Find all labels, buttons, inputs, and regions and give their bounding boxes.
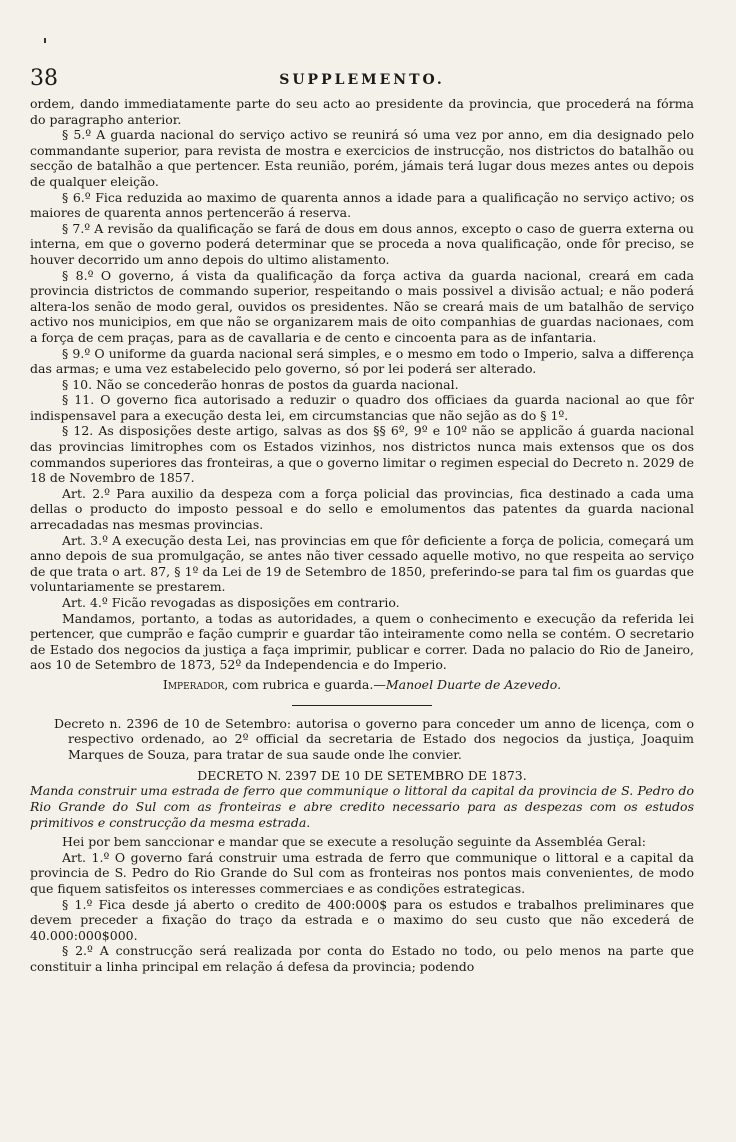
- paragraph: Hei por bem sanccionar e mandar que se execute a resolução seguinte da Assembléa Geral:: [62, 834, 646, 850]
- decree-note: [30, 716, 694, 763]
- paragraph: § 5.º A guarda nacional do serviço activo se reunirá só uma vez por anno, em dia designado pelo commandante superior, para revista de mostra e exercicios de instrucção, nos districtos do batalhão ou secção de batalhão a que pertencer. Esta reunião, porém, jámais terá lugar dous mezes antes ou depois de qualquer eleição.: [30, 127, 694, 189]
- signature-rest: , com rubrica e guarda.—: [224, 676, 386, 692]
- paragraph: § 8.º O governo, á vista da qualificação da força activa da guarda nacional, creará em cada provincia districtos de commando superior, respeitando o mais possivel a divisão actual; e não poderá altera-los senão de modo geral, ouvidos os presidentes. Não se creará mais de um batalhão de serviço activo nos municipios, em que não se organizarem mais de oito companhias de guardas nacionaes, com a força de cem praças, para as de cavallaria e de cento e cincoenta para as de infantaria.: [30, 267, 694, 345]
- paragraph: § 9.º O uniforme da guarda nacional será simples, e o mesmo em todo o Imperio, salva a differença das armas; e uma vez estabelecido pelo governo, só por lei poderá ser alterado.: [30, 345, 694, 377]
- paragraph: Mandamos, portanto, a todas as autoridades, a quem o conhecimento e execução da referida lei pertencer, que cumprão e fação cumprir e guardar tão inteiramente como nella se contém. O secretario de Estado dos negocios da justiça a faça imprimir, publicar e correr. Dada no palacio do Rio de Janeiro, aos 10 de Setembro de 1873, 52º da Independencia e do Imperio.: [30, 610, 694, 673]
- section-divider: [292, 705, 432, 706]
- decree-summary: Manda construir uma estrada de ferro que communique o littoral da capital da provincia de S. Pedro do Rio Grande do Sul com as fronteiras e abre credito necessario para as despezas com os estudos primitivos e construcção da mesma estrada.: [30, 783, 694, 830]
- paragraph: Art. 3.º A execução desta Lei, nas provincias em que fôr deficiente a força de policia, começará um anno depois de sua promulgação, se antes não tiver cessado aquelle motivo, no que respeita ao serviço de que trata o art. 87, § 1º da Lei de 19 de Setembro de 1850, preferindo-se para tal fim os guardas que voluntariamente se prestarem.: [30, 532, 694, 595]
- print-speck: [44, 38, 46, 43]
- paragraph: § 7.º A revisão da qualificação se fará de dous em dous annos, excepto o caso de guerra externa ou interna, em que o governo poderá determinar que se proceda a nova qualificação, onde fôr preciso, se houver decorrido um anno depois do ultimo alistamento.: [30, 220, 694, 267]
- decree-title: DECRETO N. 2397 DE 10 DE SETEMBRO DE 1873.: [197, 768, 527, 784]
- running-title: SUPPLEMENTO.: [279, 72, 445, 88]
- paragraph: Art. 1.º O governo fará construir uma estrada de ferro que communique o littoral e a capital da provincia de S. Pedro do Rio Grande do Sul com as fronteiras nos pontos mais convenientes, de modo que fiquem satisfeitos os interesses commerciaes e as condições estrategicas.: [30, 849, 694, 896]
- note-paragraph: Decreto n. 2396 de 10 de Setembro: autorisa o governo para conceder um anno de licença, com o respectivo ordenado, ao 2º official da secretaria de Estado dos negocios da justiça, Joaquim Marques de Souza, para tratar de sua saude onde lhe convier.: [54, 715, 694, 762]
- decree-text: [30, 783, 694, 974]
- paragraph: § 12. As disposições deste artigo, salvas as dos §§ 6º, 9º e 10º não se applicão á guarda nacional das provincias limitrophes com os Estados vizinhos, nos districtos nunca mais extensos que os dos commandos superiores das fronteiras, a que o governo limitar o regimen especial do Decreto n. 2029 de 18 de Novembro de 1857.: [30, 423, 694, 486]
- signature-minister: Manoel Duarte de Azevedo.: [385, 676, 562, 692]
- paragraph: Art. 2.º Para auxilio da despeza com a força policial das provincias, fica destinado a cada uma dellas o producto do imposto pessoal e do sello e emolumentos das patentes da guarda nacional arrecadadas nas mesmas provincias.: [30, 485, 694, 533]
- law-text: [30, 96, 694, 693]
- paragraph: ordem, dando immediatamente parte do seu acto ao presidente da provincia, que procederá na fórma do paragrapho anterior.: [30, 96, 694, 127]
- paragraph: § 10. Não se concederão honras de postos da guarda nacional.: [62, 376, 459, 392]
- page-number: 38: [30, 66, 58, 91]
- paragraph: § 1.º Fica desde já aberto o credito de 400:000$ para os estudos e trabalhos preliminares que devem preceder a fixação do traço da estrada e o maximo do seu custo que não excederá de 40.000:000$000.: [30, 896, 694, 943]
- signature-imperador: Imperador: [162, 676, 225, 692]
- paragraph: § 11. O governo fica autorisado a reduzir o quadro dos officiaes da guarda nacional ao que fôr indispensavel para a execução desta lei, em circumstancias que não sejão as do § 1º.: [30, 392, 694, 423]
- page-header: [30, 66, 694, 96]
- paragraph: § 2.º A construcção será realizada por conta do Estado no todo, ou pelo menos na parte que constituir a linha principal em relação á defesa da provincia; podendo: [30, 943, 694, 974]
- signature-line: [30, 677, 694, 693]
- paragraph: Art. 4.º Ficão revogadas as disposições em contrario.: [62, 595, 400, 610]
- paragraph: § 6.º Fica reduzida ao maximo de quarenta annos a idade para a qualificação no serviço activo; os maiores de quarenta annos pertencerão á reserva.: [30, 189, 694, 221]
- document-page: [30, 66, 694, 974]
